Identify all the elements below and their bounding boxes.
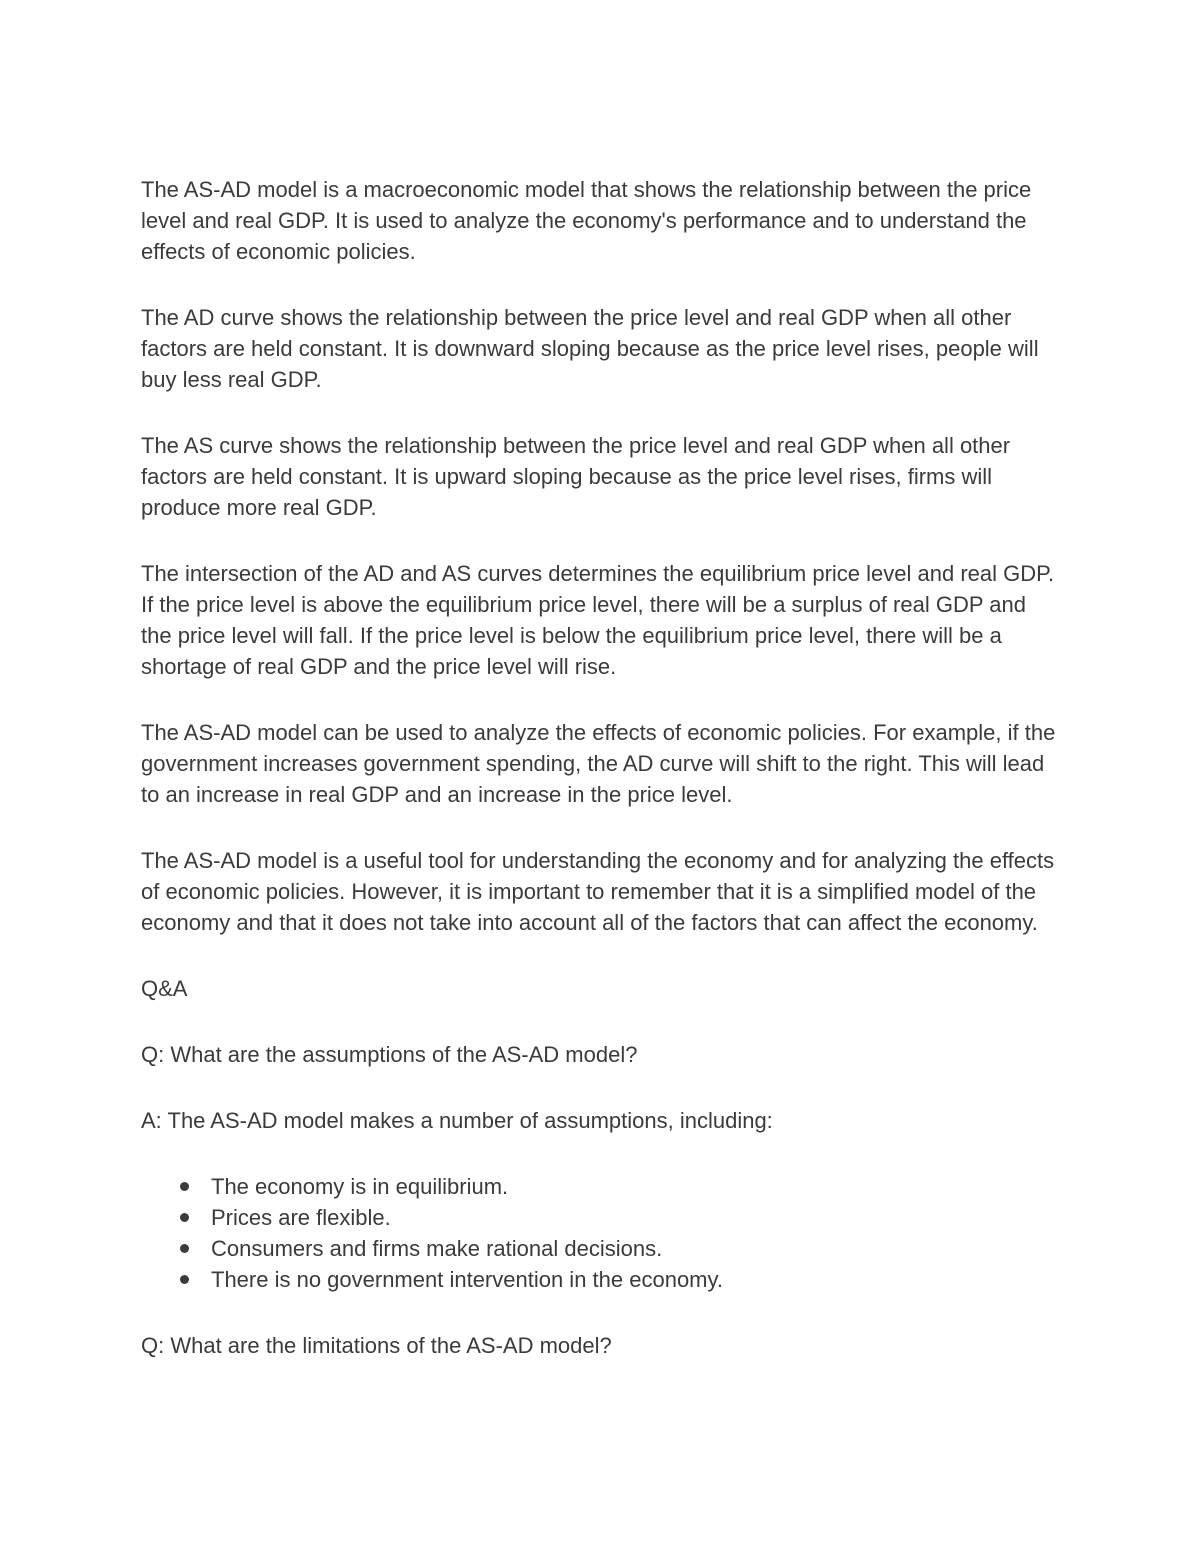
assumptions-list [141,1171,1061,1295]
list-item-text: Prices are flexible. [211,1205,391,1230]
paragraph-conclusion: The AS-AD model is a useful tool for understanding the economy and for analyzing the effects of economic policies. However, it is important to remember that it is a simplified model of the economy and that it does not take into account all of the factors that can affect the economy. [141,848,1055,935]
bullet-icon [180,1275,189,1284]
qa-heading: Q&A [141,976,188,1001]
bullet-icon [180,1244,189,1253]
answer-assumptions-intro: A: The AS-AD model makes a number of assumptions, including: [141,1108,773,1133]
list-item-text: Consumers and firms make rational decisions. [211,1236,663,1261]
bullet-icon [180,1182,189,1191]
list-item [141,1171,1061,1202]
list-item-text: There is no government intervention in the economy. [211,1267,723,1292]
document-body [141,174,1061,1396]
bullet-icon [180,1213,189,1222]
paragraph-intro: The AS-AD model is a macroeconomic model that shows the relationship between the price level and real GDP. It is used to analyze the economy's performance and to understand the effects of economic policies. [141,177,1032,264]
paragraph-as-curve: The AS curve shows the relationship between the price level and real GDP when all other factors are held constant. It is upward sloping because as the price level rises, firms will produce more real GDP. [141,433,1011,520]
list-item [141,1233,1061,1264]
paragraph-policy-effects: The AS-AD model can be used to analyze the effects of economic policies. For example, if the government increases government spending, the AD curve will shift to the right. This will lead to an increase in real GDP and an increase in the price level. [141,720,1056,807]
paragraph-equilibrium: The intersection of the AD and AS curves determines the equilibrium price level and real GDP. If the price level is above the equilibrium price level, there will be a surplus of real GDP and the price level will fall. If the price level is below the equilibrium price level, there will be a shortage of real GDP and the price level will rise. [141,561,1055,679]
list-item [141,1264,1061,1295]
paragraph-ad-curve: The AD curve shows the relationship between the price level and real GDP when all other factors are held constant. It is downward sloping because as the price level rises, people will buy less real GDP. [141,305,1039,392]
question-limitations: Q: What are the limitations of the AS-AD model? [141,1333,612,1358]
list-item-text: The economy is in equilibrium. [211,1174,509,1199]
question-assumptions: Q: What are the assumptions of the AS-AD model? [141,1042,638,1067]
list-item [141,1202,1061,1233]
